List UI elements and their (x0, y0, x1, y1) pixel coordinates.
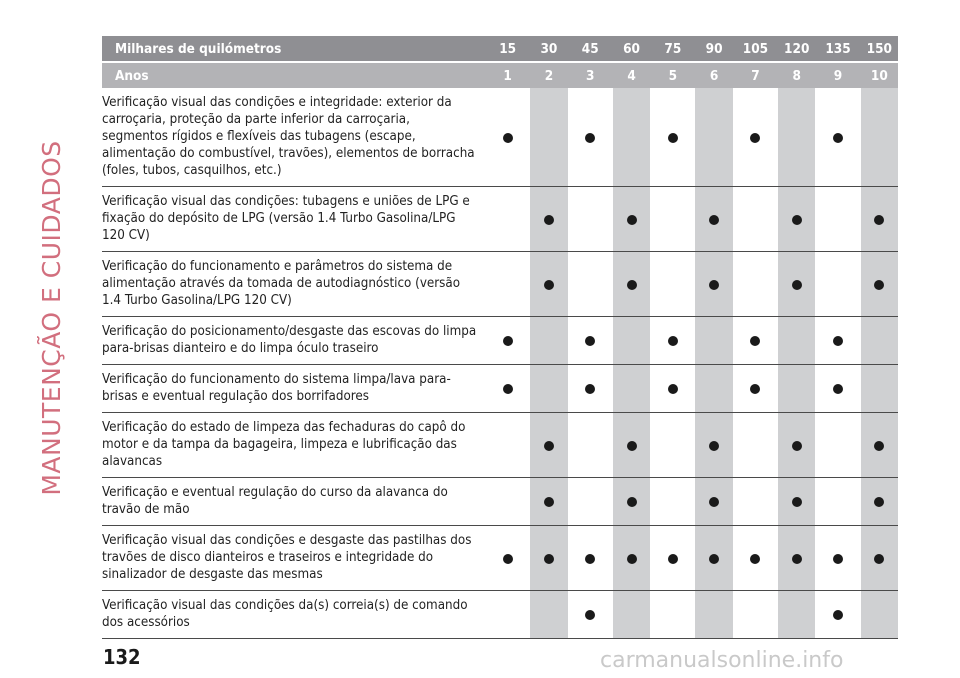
interval-cell (695, 187, 732, 252)
check-dot-icon (709, 554, 719, 564)
check-dot-icon (874, 280, 884, 290)
interval-cell (654, 88, 691, 187)
interval-cell (861, 187, 898, 252)
year-8: 8 (778, 62, 815, 88)
interval-cell (778, 252, 815, 317)
check-dot-icon (544, 215, 554, 225)
interval-cell (819, 413, 856, 478)
interval-cell (695, 591, 732, 639)
interval-cell (778, 187, 815, 252)
interval-cell (613, 88, 650, 187)
interval-cell (819, 591, 856, 639)
page-number: 132 (103, 645, 141, 669)
table-body (102, 88, 898, 639)
interval-cell (654, 413, 691, 478)
interval-cell (654, 187, 691, 252)
interval-cell (861, 526, 898, 591)
interval-cell (489, 365, 526, 413)
table-row (102, 187, 898, 252)
check-dot-icon (544, 280, 554, 290)
check-dot-icon (750, 336, 760, 346)
interval-cell (819, 317, 856, 365)
check-dot-icon (544, 554, 554, 564)
year-5: 5 (654, 62, 691, 88)
km-120: 120 (778, 36, 815, 62)
interval-cell (695, 413, 732, 478)
interval-cell (654, 252, 691, 317)
km-30: 30 (530, 36, 567, 62)
interval-cell (489, 317, 526, 365)
section-title: MANUTENÇÃO E CUIDADOS (37, 140, 66, 496)
interval-cell (489, 88, 526, 187)
year-7: 7 (737, 62, 774, 88)
interval-cell (737, 187, 774, 252)
interval-cell (737, 526, 774, 591)
interval-cell (530, 591, 567, 639)
operation-description: Verificação visual das condições: tubagens e uniões de LPG e fixação do depósito de LPG (versão 1.4 Turbo Gasolina/LPG 120 CV) (102, 187, 489, 252)
km-150: 150 (861, 36, 898, 62)
check-dot-icon (792, 441, 802, 451)
check-dot-icon (544, 441, 554, 451)
interval-cell (572, 187, 609, 252)
interval-cell (613, 187, 650, 252)
check-dot-icon (503, 554, 513, 564)
table-row (102, 591, 898, 639)
check-dot-icon (709, 441, 719, 451)
interval-cell (613, 317, 650, 365)
interval-cell (489, 252, 526, 317)
interval-cell (613, 478, 650, 526)
interval-cell (778, 88, 815, 187)
interval-cell (613, 591, 650, 639)
interval-cell (819, 478, 856, 526)
interval-cell (572, 317, 609, 365)
check-dot-icon (668, 554, 678, 564)
check-dot-icon (585, 384, 595, 394)
km-60: 60 (613, 36, 650, 62)
check-dot-icon (627, 215, 637, 225)
interval-cell (572, 526, 609, 591)
km-105: 105 (737, 36, 774, 62)
year-4: 4 (613, 62, 650, 88)
check-dot-icon (585, 336, 595, 346)
interval-cell (489, 187, 526, 252)
interval-cell (737, 413, 774, 478)
check-dot-icon (833, 384, 843, 394)
check-dot-icon (585, 610, 595, 620)
interval-cell (530, 317, 567, 365)
interval-cell (489, 591, 526, 639)
interval-cell (737, 365, 774, 413)
check-dot-icon (792, 215, 802, 225)
check-dot-icon (833, 554, 843, 564)
check-dot-icon (668, 133, 678, 143)
interval-cell (737, 317, 774, 365)
check-dot-icon (833, 133, 843, 143)
interval-cell (695, 478, 732, 526)
check-dot-icon (544, 497, 554, 507)
interval-cell (613, 365, 650, 413)
check-dot-icon (668, 384, 678, 394)
year-2: 2 (530, 62, 567, 88)
check-dot-icon (874, 441, 884, 451)
km-45: 45 (572, 36, 609, 62)
interval-cell (572, 478, 609, 526)
operation-description: Verificação visual das condições e desgaste das pastilhas dos travões de disco dianteiros e traseiros e integridade do sinalizador de desgaste das mesmas (102, 526, 489, 591)
interval-cell (737, 252, 774, 317)
interval-cell (819, 187, 856, 252)
interval-cell (530, 526, 567, 591)
interval-cell (530, 88, 567, 187)
km-75: 75 (654, 36, 691, 62)
interval-cell (695, 88, 732, 187)
table-row (102, 88, 898, 187)
interval-cell (530, 478, 567, 526)
interval-cell (572, 88, 609, 187)
check-dot-icon (792, 280, 802, 290)
check-dot-icon (874, 215, 884, 225)
operation-description: Verificação do funcionamento e parâmetros do sistema de alimentação através da tomada de autodiagnóstico (versão 1.4 Turbo Gasolina/LPG 120 CV) (102, 252, 489, 317)
year-1: 1 (489, 62, 526, 88)
interval-cell (654, 591, 691, 639)
check-dot-icon (627, 497, 637, 507)
interval-cell (613, 413, 650, 478)
header-row-km (102, 36, 898, 62)
check-dot-icon (627, 280, 637, 290)
interval-cell (737, 478, 774, 526)
interval-cell (572, 252, 609, 317)
year-6: 6 (695, 62, 732, 88)
interval-cell (695, 365, 732, 413)
interval-cell (654, 365, 691, 413)
check-dot-icon (668, 336, 678, 346)
interval-cell (530, 365, 567, 413)
operation-description: Verificação do funcionamento do sistema limpa/lava para-brisas e eventual regulação dos borrifadores (102, 365, 489, 413)
km-135: 135 (819, 36, 856, 62)
km-label: Milhares de quilómetros (102, 36, 489, 62)
years-label: Anos (102, 62, 489, 88)
header-row-years (102, 62, 898, 88)
interval-cell (819, 365, 856, 413)
operation-description: Verificação do posicionamento/desgaste das escovas do limpa para-brisas dianteiro e do limpa óculo traseiro (102, 317, 489, 365)
interval-cell (572, 365, 609, 413)
table-row (102, 413, 898, 478)
interval-cell (737, 88, 774, 187)
interval-cell (861, 413, 898, 478)
table-row (102, 526, 898, 591)
interval-cell (778, 591, 815, 639)
interval-cell (778, 478, 815, 526)
check-dot-icon (503, 133, 513, 143)
table-header (102, 36, 898, 88)
interval-cell (613, 526, 650, 591)
interval-cell (530, 413, 567, 478)
operation-description: Verificação e eventual regulação do curso da alavanca do travão de mão (102, 478, 489, 526)
check-dot-icon (585, 133, 595, 143)
check-dot-icon (750, 384, 760, 394)
interval-cell (489, 478, 526, 526)
table-row (102, 478, 898, 526)
km-15: 15 (489, 36, 526, 62)
interval-cell (489, 526, 526, 591)
interval-cell (654, 317, 691, 365)
year-9: 9 (819, 62, 856, 88)
operation-description: Verificação do estado de limpeza das fechaduras do capô do motor e da tampa da bagageira, limpeza e lubrificação das alavancas (102, 413, 489, 478)
check-dot-icon (709, 280, 719, 290)
interval-cell (778, 317, 815, 365)
check-dot-icon (503, 336, 513, 346)
km-90: 90 (695, 36, 732, 62)
operation-description: Verificação visual das condições da(s) correia(s) de comando dos acessórios (102, 591, 489, 639)
interval-cell (654, 526, 691, 591)
year-10: 10 (861, 62, 898, 88)
interval-cell (861, 478, 898, 526)
table-row (102, 252, 898, 317)
watermark: carmanualsonline.info (600, 648, 844, 673)
interval-cell (861, 591, 898, 639)
check-dot-icon (833, 610, 843, 620)
maintenance-schedule-table (102, 36, 898, 639)
interval-cell (737, 591, 774, 639)
interval-cell (654, 478, 691, 526)
interval-cell (778, 413, 815, 478)
operation-description: Verificação visual das condições e integridade: exterior da carroçaria, proteção da parte inferior da carroçaria, segmentos rígidos e flexíveis das tubagens (escape, alimentação do combustível, travões), elementos de borracha (foles, tubos, casquilhos, etc.) (102, 88, 489, 187)
table-row (102, 317, 898, 365)
check-dot-icon (709, 497, 719, 507)
interval-cell (861, 317, 898, 365)
interval-cell (819, 252, 856, 317)
interval-cell (530, 252, 567, 317)
check-dot-icon (792, 554, 802, 564)
check-dot-icon (874, 554, 884, 564)
check-dot-icon (627, 441, 637, 451)
interval-cell (613, 252, 650, 317)
check-dot-icon (627, 554, 637, 564)
interval-cell (489, 413, 526, 478)
table-row (102, 365, 898, 413)
interval-cell (572, 591, 609, 639)
interval-cell (861, 88, 898, 187)
interval-cell (695, 317, 732, 365)
check-dot-icon (750, 133, 760, 143)
check-dot-icon (833, 336, 843, 346)
check-dot-icon (585, 554, 595, 564)
interval-cell (695, 526, 732, 591)
interval-cell (530, 187, 567, 252)
check-dot-icon (709, 215, 719, 225)
check-dot-icon (792, 497, 802, 507)
check-dot-icon (874, 497, 884, 507)
interval-cell (861, 365, 898, 413)
interval-cell (819, 526, 856, 591)
interval-cell (819, 88, 856, 187)
interval-cell (695, 252, 732, 317)
year-3: 3 (572, 62, 609, 88)
check-dot-icon (503, 384, 513, 394)
interval-cell (778, 526, 815, 591)
interval-cell (778, 365, 815, 413)
check-dot-icon (750, 554, 760, 564)
interval-cell (572, 413, 609, 478)
interval-cell (861, 252, 898, 317)
